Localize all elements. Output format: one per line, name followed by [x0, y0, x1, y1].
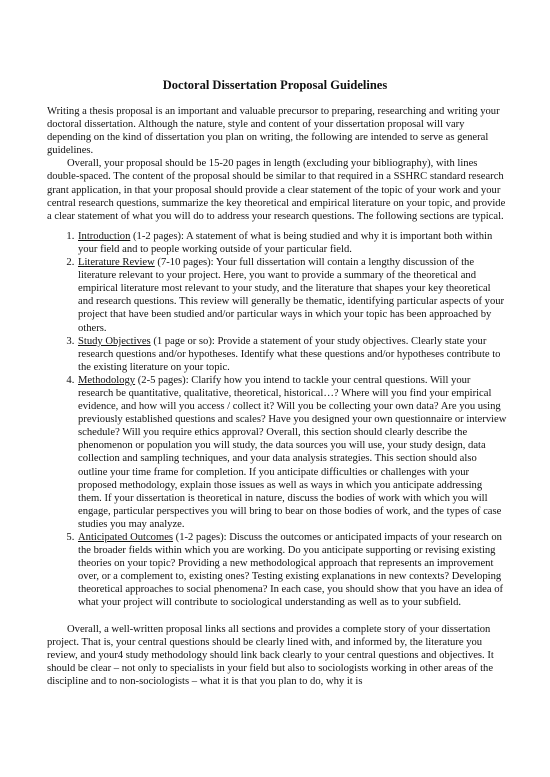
list-item [77, 335, 507, 374]
overall-paragraph: Overall, your proposal should be 15-20 pages in length (excluding your bibliography), with lines double-spaced. The content of the proposal should be similar to that required in a SSHRC standard research grant application, in that your proposal should provide a clear statement of the topic of your work and your central research questions, summarize the key theoretical and empirical literature on your topic, and provide a clear statement of what you will do to address your research questions. The following sections are typical. [47, 158, 506, 222]
list-item [77, 230, 507, 256]
intro-paragraph: Writing a thesis proposal is an important and valuable precursor to preparing, researching and writing your doctoral dissertation. Although the nature, style and content of your dissertation proposal will vary depending on the kind of dissertation you plan on writing, the following are intended to serve as general guidelines. [47, 106, 500, 157]
section-name: Methodology [78, 374, 136, 386]
section-text: (1-2 pages): Discuss the outcomes or anticipated impacts of your research on the broader fields within which you are working. Do you anticipate supporting or revising existing theories on your topic? Providing a new methodological approach that represents an improvement over, or a complement to, existing ones? Testing existing explanations in new contexts? Developing theoretical approaches to social phenomena? In each case, you should show that you have an idea of what your project will contribute to sociological understanding as well as to your subfield. [78, 532, 504, 609]
section-name: Introduction [78, 230, 131, 242]
section-name: Literature Review [78, 257, 155, 269]
section-text: (7-10 pages): Your full dissertation will contain a lengthy discussion of the literature relevant to your project. Here, you want to provide a summary of the theoretical and empirical literature most relevant to your study, and the literature that shapes your key theoretical and research questions. This review will generally be thematic, identifying particular aspects of your project that have been studied and/or particular ways in which your topic has been approached by others. [78, 257, 505, 334]
list-item [77, 256, 507, 335]
sections-list [47, 230, 507, 610]
list-item [77, 374, 507, 531]
section-text: (1 page or so): Provide a statement of your study objectives. Clearly state your research questions and/or hypotheses. Identify what these questions and/or hypotheses contribute to the existing literature on your topic. [78, 335, 501, 373]
section-text: (2-5 pages): Clarify how you intend to tackle your central questions. Will your research be quantitative, qualitative, theoretical, historical…? Where will you find your empirical evidence, and how will you access / collect it? Will you be collecting your own data? Are you using previously established questions and scales? Have you designed your own questionnaire or interview schedule? Will you require ethics approval? Overall, this section should clearly describe the phenomenon or population you will study, the data sources you will use, your study design, data collection and sampling techniques, and your data analysis strategies. This section should also outline your time frame for completion. If you anticipate difficulties or challenges with your proposed methodology, explain those issues as well as ways in which you anticipate addressing them. If your dissertation is theoretical in nature, discuss the bodies of work with which you will engage, particular perspectives you will bring to bear on those bodies of work, and the types of case studies you may analyze. [78, 374, 507, 530]
page-title: Doctoral Dissertation Proposal Guidelines [162, 78, 388, 92]
section-name: Anticipated Outcomes [78, 532, 174, 543]
list-item [77, 531, 507, 610]
document-body [47, 105, 507, 688]
closing-paragraph: Overall, a well-written proposal links all sections and provides a complete story of your dissertation project. That is, your central questions should be clearly lined with, and informed by, the literature you review, and your4 study methodology should link back clearly to your central questions and objectives. It should be clear – not only to specialists in your field but also to sociologists working in other areas of the discipline and to non-sociologists – what it is that you plan to do, why it is [47, 623, 494, 687]
section-text: (1-2 pages): A statement of what is being studied and why it is important both within your field and to people working outside of your particular field. [78, 230, 493, 255]
section-name: Study Objectives [78, 335, 151, 347]
